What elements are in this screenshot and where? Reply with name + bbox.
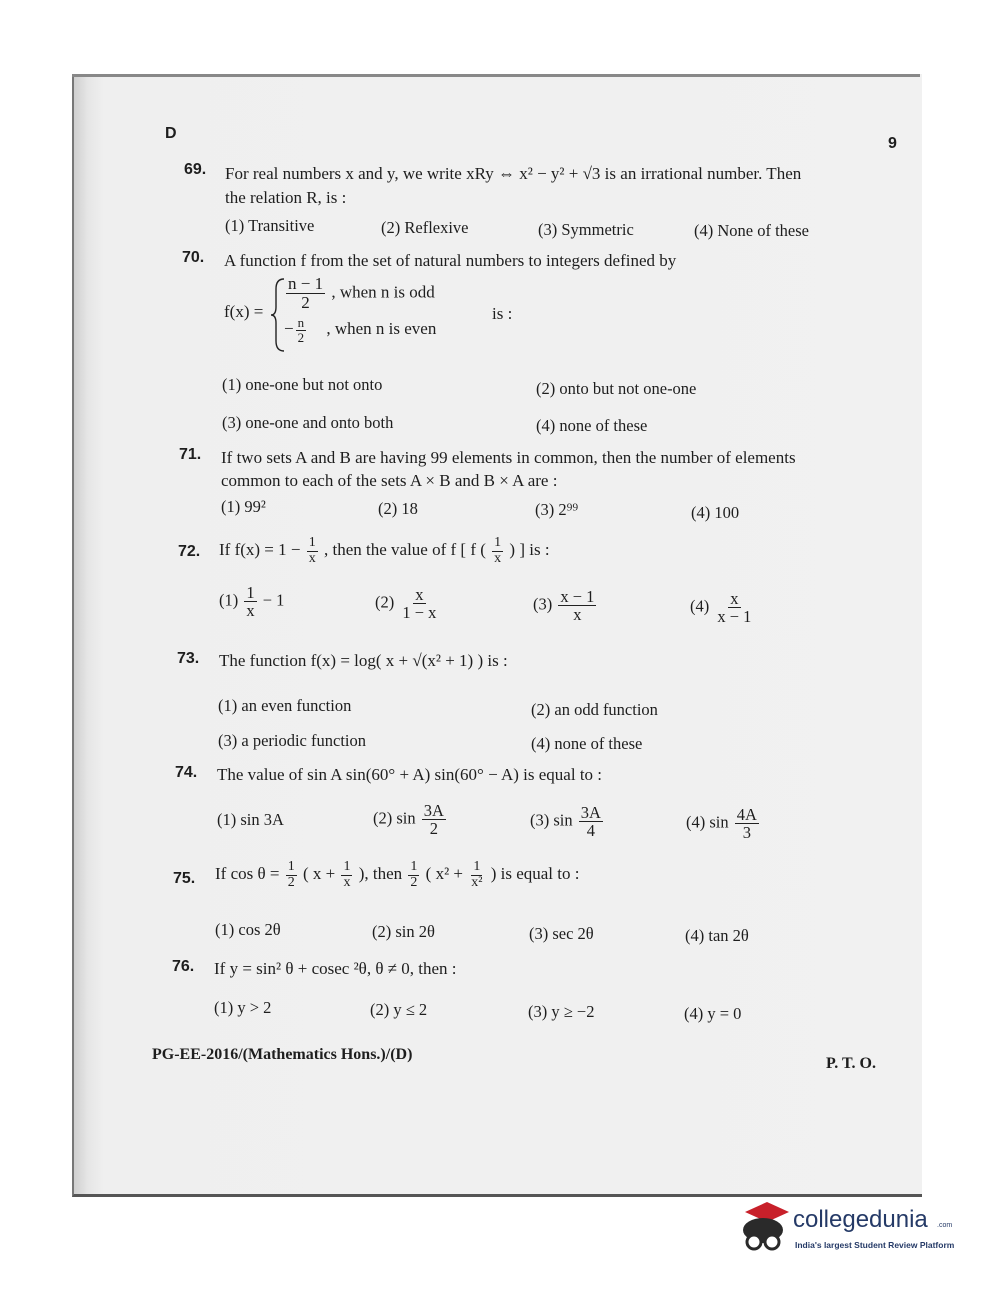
option: (3) Symmetric (538, 220, 634, 239)
question-number: 73. (177, 650, 200, 667)
option: (3) sin $\frac{3A}{4}$ (530, 803, 601, 841)
option: (2) sin $\frac{3A}{2}$ (373, 801, 444, 839)
question-number: 70. (182, 249, 205, 266)
page-number: 9 (888, 135, 897, 152)
question-text: A function f from the set of natural numbers to integers defined by (224, 251, 677, 270)
option: (4) sin $\frac{4A}{3}$ (686, 805, 757, 843)
option: (4) $\frac{x}{x - 1}$ (690, 589, 752, 627)
logo-tagline: India's largest Student Review Platform (795, 1240, 955, 1250)
option: (1) sin 3A (217, 810, 284, 829)
question-text: common to each of the sets A × B and B × A are : (221, 471, 558, 490)
question-text: The function f(x) = log( x + √(x² + 1) ) is : (219, 651, 508, 670)
paper-code: PG-EE-2016/(Mathematics Hons.)/(D) (152, 1046, 413, 1063)
option: (2) Reflexive (381, 218, 469, 237)
question-number: 76. (172, 958, 195, 975)
option: (4) y = 0 (684, 1004, 742, 1023)
option: (3) sec 2θ (529, 924, 594, 943)
option: (3) 2⁹⁹ (535, 500, 579, 519)
option: (1) 99² (221, 497, 266, 516)
option: (2) y ≤ 2 (370, 1000, 428, 1019)
question-text: If y = sin² θ + cosec ²θ, θ ≠ 0, then : (214, 959, 457, 978)
option: (1) $\frac{1}{x}$ − 1 (219, 583, 285, 621)
option: (3) a periodic function (218, 731, 366, 750)
question-text: the relation R, is : (225, 188, 347, 207)
option: (2) $\frac{x}{1 - x}$ (375, 585, 437, 623)
question-number: 72. (178, 543, 201, 560)
question-text: For real numbers x and y, we write xRy ⇔ x² − y² + √3 is an irrational number. Then (225, 164, 802, 183)
option: (1) one-one but not onto (222, 375, 383, 394)
option: (3) one-one and onto both (222, 413, 394, 432)
question-number: 74. (175, 764, 198, 781)
option: (2) sin 2θ (372, 922, 435, 941)
option: (4) None of these (694, 221, 810, 240)
option: (2) an odd function (531, 700, 658, 719)
question-number: 75. (173, 870, 196, 887)
pto-text: P. T. O. (826, 1055, 876, 1072)
option: (3) y ≥ −2 (528, 1002, 595, 1021)
option: (1) Transitive (225, 216, 315, 235)
option: (1) cos 2θ (215, 920, 281, 939)
question-number: 71. (179, 446, 202, 463)
case-even: − $\frac{n}{2}$ , when n is even (284, 315, 437, 345)
set-letter: D (165, 125, 177, 142)
scanned-page (72, 74, 922, 1197)
option: (4) none of these (536, 416, 648, 435)
option: (4) none of these (531, 734, 643, 753)
option: (2) onto but not one-one (536, 379, 697, 398)
function-label: f(x) = (224, 302, 264, 321)
mascot-icon (737, 1202, 791, 1254)
question-text: If two sets A and B are having 99 elements in common, then the number of elements (221, 448, 796, 467)
option: (1) y > 2 (214, 998, 272, 1017)
question-text: If f(x) = 1 − $\frac{1}{x}$ , then the value of f [ f ( $\frac{1}{x}$ ) ] is : (219, 535, 550, 566)
is-text: is : (492, 304, 513, 323)
page-edge (72, 74, 920, 77)
logo-suffix: .com (937, 1222, 953, 1229)
case-odd: $\frac{n - 1}{2}$ , when n is odd (288, 274, 435, 312)
logo-wordmark: collegedunia (793, 1206, 928, 1233)
option: (4) tan 2θ (685, 926, 749, 945)
option: (2) 18 (378, 499, 418, 518)
option: (3) $\frac{x - 1}{x}$ (533, 587, 595, 625)
question-text: The value of sin A sin(60° + A) sin(60° − A) is equal to : (217, 765, 603, 784)
question-text: If cos θ = $\frac{1}{2}$ ( x + $\frac{1}{x}$ ), then $\frac{1}{2}$ ( x² + $\frac{1}{\text{x²}}$ ) is equal to : (215, 859, 580, 890)
collegedunia-logo (735, 1200, 965, 1260)
question-number: 69. (184, 161, 207, 178)
option: (4) 100 (691, 503, 740, 522)
option: (1) an even function (218, 696, 352, 715)
